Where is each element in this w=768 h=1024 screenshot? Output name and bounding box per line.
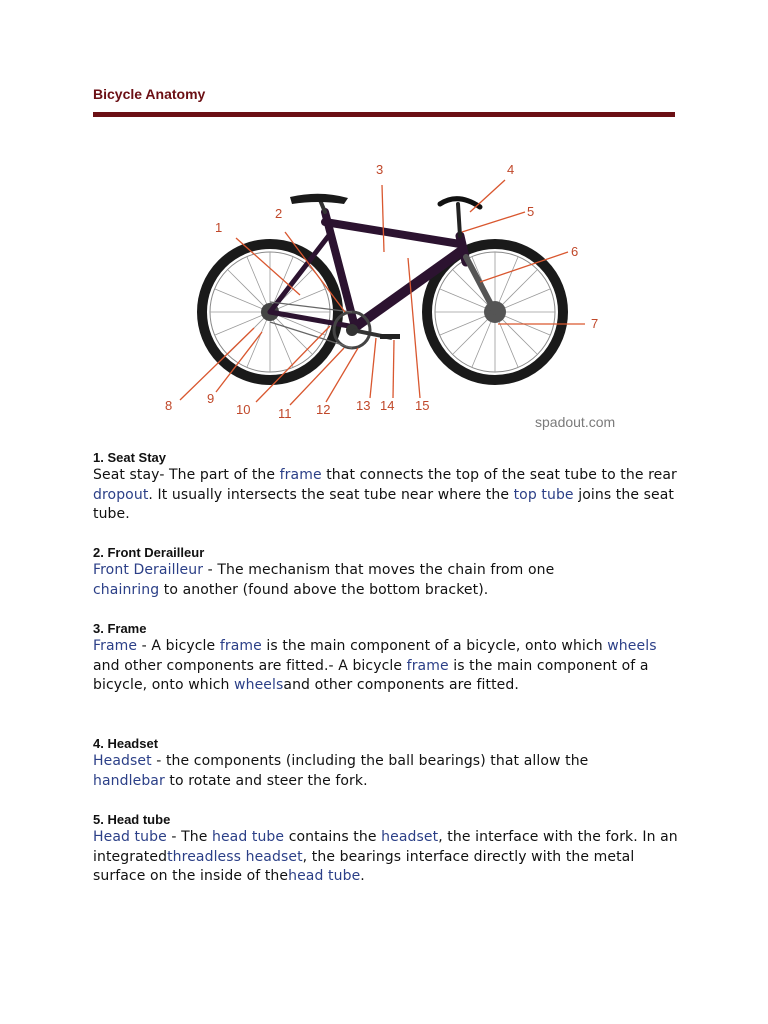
callout-8: 8 [165,398,173,413]
text-run: . [360,868,365,884]
section-body [93,752,623,791]
callout-2: 2 [275,206,283,221]
text-run: - A bicycle [137,638,220,654]
text-run: that connects the top of the seat tube to the rear [321,467,677,483]
text-run: and other components are fitted. [283,677,519,693]
link-frame[interactable]: frame [219,638,262,654]
link-frame[interactable]: Frame [93,638,138,654]
link-frame[interactable]: frame [279,467,322,483]
title-rule [93,112,675,117]
section-frame [93,621,668,696]
section-body [93,466,683,525]
link-head-tube[interactable]: Head tube [93,829,167,845]
link-threadless-headset[interactable]: threadless headset [167,848,303,865]
text-run: - the components (including the ball bearings) that allow the [151,753,589,769]
text-run: is the main component of a bicycle, onto which [261,638,608,654]
callout-12: 12 [316,402,331,417]
text-run: - The mechanism that moves the chain from one [203,562,555,578]
link-head-tube[interactable]: head tube [288,868,361,884]
callout-15: 15 [415,398,430,413]
section-heading: 2. Front Derailleur [93,545,205,560]
text-run: , the bearings interface directly with the metal surface on the inside of the [93,848,635,884]
text-run: . It usually intersects the seat tube near where the [148,486,514,503]
text-run: to another (found above the bottom bracket). [159,581,489,598]
section-body [93,561,593,600]
callout-3: 3 [376,162,384,177]
callout-7: 7 [591,316,599,331]
callout-5: 5 [527,204,535,219]
bicycle-diagram [140,152,630,434]
text-run: and other components are fitted.- A bicycle [93,657,407,674]
link-top-tube[interactable]: top tube [513,486,574,503]
callout-1: 1 [215,220,223,235]
section-seat-stay [93,450,683,525]
callout-4: 4 [507,162,515,177]
callout-13: 13 [356,398,371,413]
callout-9: 9 [207,391,215,406]
image-credit: spadout.com [535,414,616,430]
section-head-tube [93,812,683,887]
section-heading: 4. Headset [93,736,159,751]
section-body [93,637,668,696]
link-wheels[interactable]: wheels [234,677,284,693]
text-run: - The [166,829,212,845]
text-run: contains the [284,829,382,845]
section-heading: 1. Seat Stay [93,450,166,465]
callout-11: 11 [278,406,292,421]
section-body [93,828,683,887]
link-headset[interactable]: Headset [93,753,152,769]
section-heading: 3. Frame [93,621,147,636]
text-run: joins the seat tube. [93,486,674,522]
callout-10: 10 [236,402,251,417]
link-head-tube[interactable]: head tube [211,829,285,845]
link-wheels[interactable]: wheels [607,638,657,654]
link-chainring[interactable]: chainring [93,581,160,598]
text-run: is the main component of a bicycle, onto which [93,657,649,693]
text-run: to rotate and steer the fork. [164,772,368,789]
callout-6: 6 [571,244,579,259]
text-run: , the interface with the fork. In an integrated [93,829,678,865]
link-front-derailleur[interactable]: Front Derailleur [93,562,204,578]
section-front-derailleur [93,545,593,600]
page-title: Bicycle Anatomy [93,86,206,102]
text-run: Seat stay- The part of the [93,467,280,483]
callout-14: 14 [380,398,395,413]
section-headset [93,736,623,791]
section-heading: 5. Head tube [93,812,171,827]
link-headset[interactable]: headset [381,829,439,845]
link-frame[interactable]: frame [406,657,449,674]
link-handlebar[interactable]: handlebar [93,772,165,789]
link-dropout[interactable]: dropout [93,486,149,503]
